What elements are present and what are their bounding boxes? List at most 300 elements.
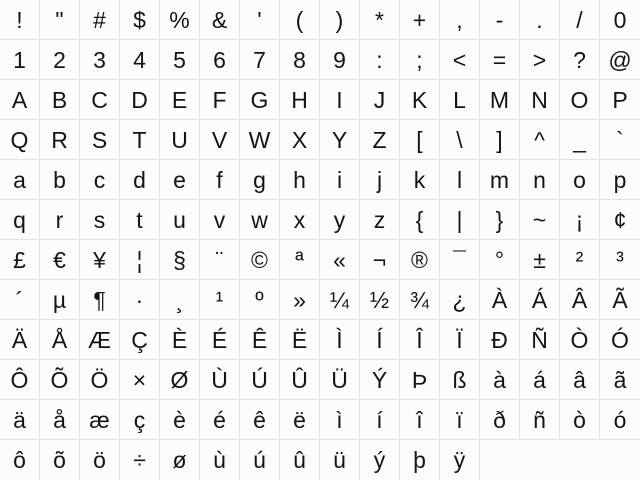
glyph-cell[interactable] (600, 40, 640, 80)
glyph: Ó (611, 327, 629, 353)
glyph: % (169, 7, 190, 33)
glyph-cell[interactable] (280, 80, 320, 120)
glyph-cell[interactable] (240, 400, 280, 440)
glyph: o (573, 167, 586, 193)
glyph: å (53, 407, 66, 433)
glyph: S (91, 127, 108, 153)
glyph-cell[interactable] (120, 280, 160, 320)
glyph-cell[interactable] (280, 360, 320, 400)
glyph-cell[interactable] (120, 200, 160, 240)
glyph-cell[interactable] (480, 200, 520, 240)
glyph-cell[interactable] (80, 360, 120, 400)
glyph: , (456, 7, 463, 33)
glyph-cell[interactable] (40, 40, 80, 80)
glyph-cell[interactable] (600, 80, 640, 120)
glyph: ´ (15, 287, 24, 313)
glyph-cell[interactable] (0, 360, 40, 400)
glyph-cell[interactable] (320, 320, 360, 360)
glyph-cell[interactable] (80, 120, 120, 160)
glyph-cell[interactable] (400, 360, 440, 400)
glyph-cell[interactable] (600, 120, 640, 160)
glyph-cell[interactable] (160, 120, 200, 160)
glyph: ä (13, 407, 26, 433)
glyph-cell[interactable] (600, 320, 640, 360)
glyph: ¨ (215, 247, 224, 273)
glyph-cell[interactable] (120, 40, 160, 80)
glyph: Á (531, 287, 548, 313)
glyph-cell[interactable] (280, 120, 320, 160)
glyph: û (293, 447, 306, 473)
glyph: t (136, 207, 143, 233)
glyph-cell[interactable] (200, 360, 240, 400)
glyph-cell[interactable] (320, 160, 360, 200)
glyph-cell[interactable] (240, 120, 280, 160)
glyph-cell[interactable] (160, 320, 200, 360)
glyph-cell[interactable] (120, 240, 160, 280)
glyph: l (456, 167, 463, 193)
glyph: F (212, 87, 227, 113)
glyph: ¼ (329, 287, 350, 313)
glyph: ð (493, 407, 506, 433)
glyph-cell[interactable] (160, 280, 200, 320)
glyph-cell[interactable] (440, 400, 480, 440)
glyph-cell[interactable] (440, 80, 480, 120)
glyph-cell[interactable] (560, 200, 600, 240)
glyph: ß (452, 367, 467, 393)
glyph-cell[interactable] (400, 0, 440, 40)
glyph-cell[interactable] (0, 320, 40, 360)
glyph-cell[interactable] (240, 80, 280, 120)
glyph-cell[interactable] (320, 200, 360, 240)
glyph-cell[interactable] (440, 440, 480, 480)
glyph: þ (413, 447, 426, 473)
glyph-cell[interactable] (0, 120, 40, 160)
glyph-cell[interactable] (40, 400, 80, 440)
glyph-cell[interactable] (80, 280, 120, 320)
glyph: ~ (532, 207, 547, 233)
glyph: 7 (253, 47, 266, 73)
glyph-cell[interactable] (520, 400, 560, 440)
glyph: j (376, 167, 383, 193)
glyph: í (376, 407, 383, 433)
glyph-cell[interactable] (200, 40, 240, 80)
glyph-cell[interactable] (40, 120, 80, 160)
glyph-cell[interactable] (520, 80, 560, 120)
glyph: ª (295, 247, 304, 273)
glyph-cell[interactable] (520, 0, 560, 40)
glyph-cell[interactable] (200, 320, 240, 360)
glyph: µ (52, 287, 67, 313)
glyph: ^ (534, 127, 545, 153)
glyph: ì (336, 407, 343, 433)
glyph-cell[interactable] (320, 360, 360, 400)
glyph-cell[interactable] (280, 240, 320, 280)
glyph-cell[interactable] (200, 240, 240, 280)
glyph-cell[interactable] (440, 320, 480, 360)
glyph: ¯ (453, 247, 466, 273)
glyph-cell[interactable] (200, 80, 240, 120)
glyph-cell[interactable] (0, 200, 40, 240)
glyph: ë (293, 407, 306, 433)
glyph: D (131, 87, 148, 113)
glyph-cell[interactable] (40, 0, 80, 40)
glyph: À (491, 287, 508, 313)
glyph-cell[interactable] (480, 80, 520, 120)
glyph: M (489, 87, 510, 113)
glyph-cell[interactable] (240, 280, 280, 320)
glyph-cell[interactable] (400, 320, 440, 360)
glyph-cell[interactable] (440, 200, 480, 240)
glyph-cell[interactable] (400, 80, 440, 120)
glyph: Æ (88, 327, 111, 353)
glyph-cell[interactable] (0, 400, 40, 440)
glyph: Ð (491, 327, 508, 353)
glyph: ú (253, 447, 266, 473)
glyph-cell[interactable] (200, 160, 240, 200)
glyph-cell[interactable] (120, 400, 160, 440)
glyph-cell[interactable] (0, 280, 40, 320)
glyph-cell[interactable] (480, 400, 520, 440)
glyph: Ä (11, 327, 28, 353)
glyph: { (415, 207, 424, 233)
glyph-cell[interactable] (360, 0, 400, 40)
glyph: ¦ (136, 247, 143, 273)
glyph: H (291, 87, 308, 113)
glyph: È (171, 327, 188, 353)
glyph-cell[interactable] (520, 360, 560, 400)
glyph-cell[interactable] (0, 0, 40, 40)
glyph-cell[interactable] (360, 360, 400, 400)
glyph-cell[interactable] (80, 0, 120, 40)
glyph: Î (416, 327, 423, 353)
glyph-cell[interactable] (400, 440, 440, 480)
glyph: u (173, 207, 186, 233)
glyph: ö (93, 447, 106, 473)
glyph: ¥ (93, 247, 106, 273)
glyph: ¬ (372, 247, 387, 273)
glyph: Í (376, 327, 383, 353)
glyph: + (412, 7, 427, 33)
glyph-cell[interactable] (440, 360, 480, 400)
glyph-cell[interactable] (120, 160, 160, 200)
glyph-cell[interactable] (600, 160, 640, 200)
glyph-cell[interactable] (520, 320, 560, 360)
glyph-cell[interactable] (0, 40, 40, 80)
glyph-cell[interactable] (560, 80, 600, 120)
glyph: y (333, 207, 346, 233)
glyph-cell[interactable] (200, 400, 240, 440)
glyph-cell[interactable] (560, 160, 600, 200)
glyph-cell[interactable] (520, 120, 560, 160)
glyph-cell[interactable] (600, 280, 640, 320)
glyph: $ (133, 7, 146, 33)
glyph: Ú (251, 367, 268, 393)
glyph-cell[interactable] (320, 240, 360, 280)
glyph-cell[interactable] (160, 80, 200, 120)
glyph-cell[interactable] (600, 0, 640, 40)
glyph-cell[interactable] (520, 240, 560, 280)
glyph-cell[interactable] (520, 200, 560, 240)
glyph-cell[interactable] (0, 240, 40, 280)
glyph: ® (411, 247, 428, 273)
glyph-cell[interactable] (280, 280, 320, 320)
glyph-cell[interactable] (480, 0, 520, 40)
glyph-cell[interactable] (40, 440, 80, 480)
glyph: ¢ (613, 207, 627, 233)
glyph-cell[interactable] (560, 320, 600, 360)
glyph: _ (573, 127, 586, 153)
glyph-cell[interactable] (160, 440, 200, 480)
glyph-cell[interactable] (560, 360, 600, 400)
glyph-cell[interactable] (360, 200, 400, 240)
glyph: p (613, 167, 627, 193)
glyph: ê (253, 407, 266, 433)
glyph-cell[interactable] (400, 240, 440, 280)
glyph: ½ (369, 287, 390, 313)
glyph-cell[interactable] (480, 240, 520, 280)
glyph-cell[interactable] (120, 80, 160, 120)
glyph-cell[interactable] (480, 120, 520, 160)
glyph: ³ (616, 247, 624, 273)
glyph-cell[interactable] (360, 120, 400, 160)
glyph-cell[interactable] (160, 0, 200, 40)
glyph: B (51, 87, 68, 113)
glyph-cell[interactable] (0, 160, 40, 200)
glyph-cell[interactable] (120, 120, 160, 160)
glyph-cell[interactable] (440, 120, 480, 160)
glyph-cell[interactable] (520, 40, 560, 80)
glyph-cell[interactable] (80, 240, 120, 280)
glyph-cell[interactable] (360, 440, 400, 480)
glyph: ± (533, 247, 546, 273)
glyph-cell[interactable] (280, 440, 320, 480)
glyph-cell[interactable] (560, 280, 600, 320)
glyph-cell[interactable] (320, 280, 360, 320)
glyph-cell[interactable] (480, 280, 520, 320)
glyph: X (291, 127, 308, 153)
glyph: ø (172, 447, 187, 473)
glyph-cell[interactable] (0, 440, 40, 480)
glyph-cell[interactable] (120, 320, 160, 360)
glyph: w (251, 207, 268, 233)
glyph-cell[interactable] (240, 0, 280, 40)
glyph-cell[interactable] (600, 400, 640, 440)
glyph-cell[interactable] (40, 280, 80, 320)
glyph: R (51, 127, 68, 153)
glyph-cell[interactable] (280, 160, 320, 200)
glyph: 1 (13, 47, 26, 73)
glyph: 3 (93, 47, 106, 73)
glyph: é (213, 407, 226, 433)
glyph-cell[interactable] (320, 0, 360, 40)
glyph-cell[interactable] (520, 160, 560, 200)
glyph-cell[interactable] (560, 0, 600, 40)
glyph-cell[interactable] (200, 120, 240, 160)
glyph-cell[interactable] (520, 280, 560, 320)
glyph: 5 (173, 47, 186, 73)
glyph-cell[interactable] (240, 440, 280, 480)
glyph-cell[interactable] (80, 40, 120, 80)
glyph: 2 (53, 47, 66, 73)
glyph-cell[interactable] (160, 40, 200, 80)
glyph-cell[interactable] (280, 40, 320, 80)
glyph: É (211, 327, 228, 353)
glyph-cell[interactable] (80, 80, 120, 120)
glyph-cell[interactable] (40, 80, 80, 120)
glyph-cell[interactable] (400, 120, 440, 160)
glyph: > (532, 47, 547, 73)
glyph: è (173, 407, 186, 433)
glyph-cell[interactable] (400, 160, 440, 200)
glyph-cell[interactable] (80, 440, 120, 480)
glyph-cell[interactable] (360, 40, 400, 80)
glyph: ¹ (215, 287, 224, 313)
glyph-cell[interactable] (360, 240, 400, 280)
glyph-cell[interactable] (400, 40, 440, 80)
glyph: Ò (570, 327, 589, 353)
glyph: ÿ (453, 447, 466, 473)
glyph-cell[interactable] (240, 40, 280, 80)
glyph: U (171, 127, 188, 153)
glyph-cell[interactable] (560, 240, 600, 280)
glyph-cell[interactable] (240, 240, 280, 280)
glyph-cell[interactable] (360, 280, 400, 320)
glyph-cell[interactable] (400, 400, 440, 440)
glyph-cell[interactable] (360, 320, 400, 360)
glyph-cell[interactable] (360, 80, 400, 120)
glyph-cell[interactable] (80, 400, 120, 440)
glyph-cell[interactable] (40, 360, 80, 400)
glyph: ¸ (175, 287, 184, 313)
glyph-cell[interactable] (280, 400, 320, 440)
glyph-cell[interactable] (200, 0, 240, 40)
glyph-cell[interactable] (240, 200, 280, 240)
glyph-cell[interactable] (280, 0, 320, 40)
empty-cell (520, 440, 560, 480)
glyph-cell[interactable] (280, 200, 320, 240)
glyph: x (293, 207, 306, 233)
glyph: 6 (213, 47, 226, 73)
glyph-cell[interactable] (280, 320, 320, 360)
glyph-cell[interactable] (400, 280, 440, 320)
glyph: ` (616, 127, 624, 153)
glyph: ] (496, 127, 503, 153)
glyph-cell[interactable] (480, 160, 520, 200)
glyph-cell[interactable] (40, 160, 80, 200)
glyph-cell[interactable] (320, 120, 360, 160)
glyph-cell[interactable] (320, 440, 360, 480)
glyph-cell[interactable] (400, 200, 440, 240)
glyph-cell[interactable] (40, 200, 80, 240)
glyph-cell[interactable] (240, 360, 280, 400)
glyph-cell[interactable] (0, 80, 40, 120)
glyph: á (533, 367, 546, 393)
glyph: ï (456, 407, 463, 433)
glyph-cell[interactable] (40, 240, 80, 280)
glyph-cell[interactable] (200, 440, 240, 480)
glyph-cell[interactable] (320, 40, 360, 80)
glyph-cell[interactable] (440, 160, 480, 200)
glyph-cell[interactable] (120, 440, 160, 480)
glyph-cell[interactable] (80, 320, 120, 360)
glyph-cell[interactable] (600, 360, 640, 400)
glyph: ü (333, 447, 346, 473)
glyph: } (495, 207, 504, 233)
glyph: d (133, 167, 146, 193)
glyph: q (13, 207, 26, 233)
glyph: Y (331, 127, 348, 153)
glyph-cell[interactable] (440, 240, 480, 280)
glyph: g (253, 167, 266, 193)
glyph: Ì (336, 327, 343, 353)
glyph: · (135, 287, 144, 313)
glyph-cell[interactable] (600, 200, 640, 240)
glyph-cell[interactable] (160, 240, 200, 280)
glyph: Þ (411, 367, 428, 393)
glyph: × (132, 367, 147, 393)
glyph: Ö (90, 367, 109, 393)
glyph: * (375, 7, 384, 33)
glyph: ý (373, 447, 386, 473)
glyph-cell[interactable] (80, 200, 120, 240)
glyph-cell[interactable] (160, 400, 200, 440)
glyph-cell[interactable] (200, 200, 240, 240)
glyph: » (293, 287, 306, 313)
glyph: e (173, 167, 186, 193)
glyph: â (573, 367, 586, 393)
glyph-cell[interactable] (600, 240, 640, 280)
glyph-cell[interactable] (480, 360, 520, 400)
glyph: ' (257, 7, 262, 33)
glyph-cell[interactable] (560, 40, 600, 80)
glyph-cell[interactable] (120, 360, 160, 400)
glyph: ² (575, 247, 584, 273)
glyph-cell[interactable] (160, 200, 200, 240)
glyph: V (211, 127, 228, 153)
glyph: Ç (131, 327, 148, 353)
glyph: f (216, 167, 223, 193)
glyph-cell[interactable] (320, 80, 360, 120)
glyph-cell[interactable] (240, 320, 280, 360)
glyph-cell[interactable] (480, 40, 520, 80)
glyph-cell[interactable] (40, 320, 80, 360)
glyph: ó (613, 407, 627, 433)
glyph-cell[interactable] (360, 400, 400, 440)
glyph-cell[interactable] (240, 160, 280, 200)
glyph-cell[interactable] (120, 0, 160, 40)
glyph-cell[interactable] (440, 280, 480, 320)
glyph-cell[interactable] (320, 400, 360, 440)
glyph-cell[interactable] (440, 40, 480, 80)
glyph: h (293, 167, 306, 193)
glyph: ¿ (452, 287, 467, 313)
glyph-cell[interactable] (560, 120, 600, 160)
glyph-cell[interactable] (440, 0, 480, 40)
glyph: Ü (331, 367, 348, 393)
glyph-cell[interactable] (160, 160, 200, 200)
glyph-cell[interactable] (360, 160, 400, 200)
glyph: 9 (333, 47, 346, 73)
glyph-cell[interactable] (480, 320, 520, 360)
glyph-cell[interactable] (560, 400, 600, 440)
glyph-cell[interactable] (200, 280, 240, 320)
glyph: J (373, 87, 386, 113)
glyph: " (55, 7, 64, 33)
glyph: v (213, 207, 226, 233)
glyph: æ (89, 407, 110, 433)
glyph-cell[interactable] (80, 160, 120, 200)
glyph-cell[interactable] (160, 360, 200, 400)
